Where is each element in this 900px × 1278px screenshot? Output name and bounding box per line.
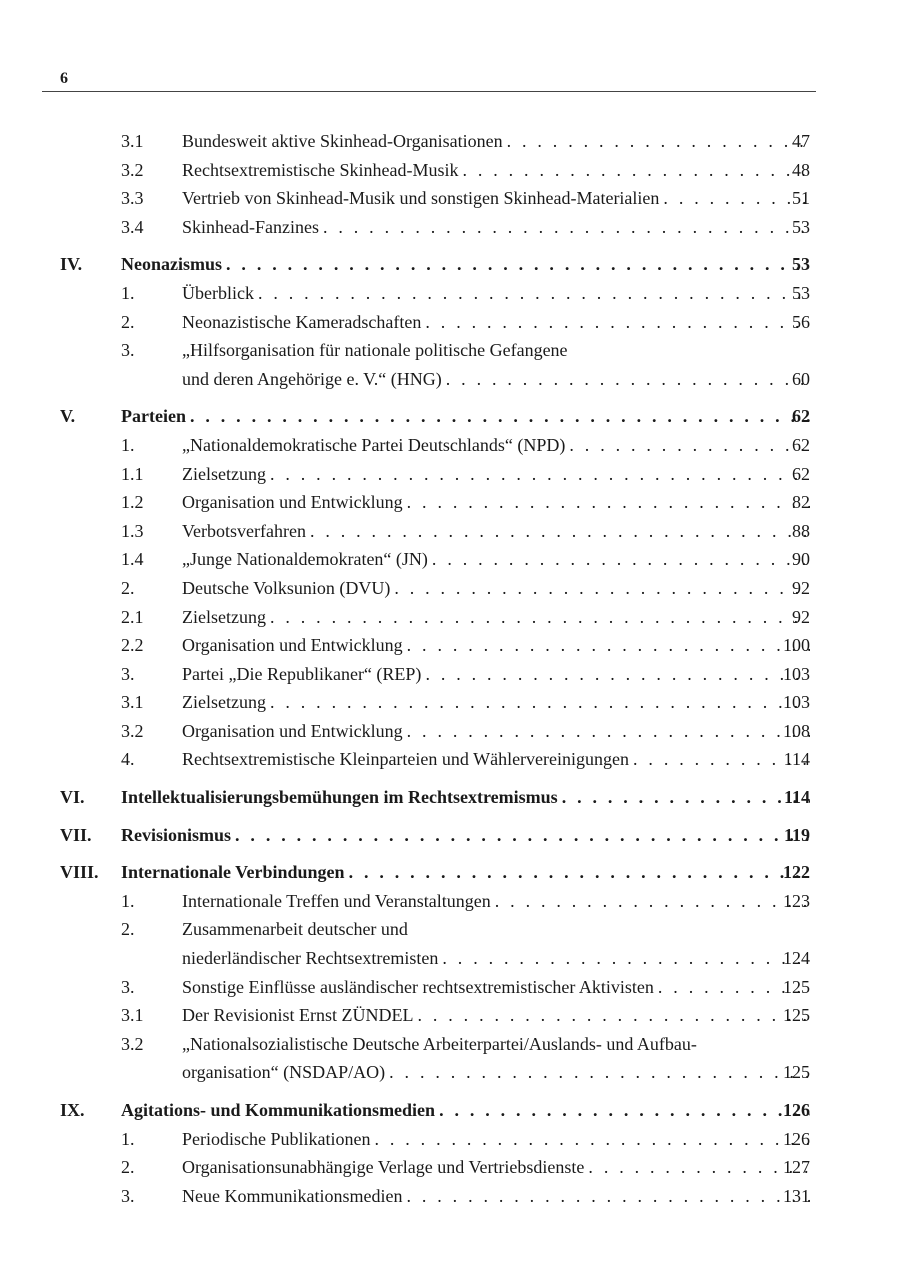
dot-leader: [432, 545, 810, 574]
toc-entry-line[interactable]: [0, 336, 900, 365]
page-reference: 125: [783, 1062, 810, 1083]
entry-number: 3.1: [121, 1005, 144, 1026]
toc-entry[interactable]: [0, 545, 900, 574]
dot-leader: [349, 858, 810, 887]
page-number: 6: [60, 70, 68, 87]
page-reference: 103: [783, 692, 810, 713]
toc-chapter-entry[interactable]: [0, 1096, 900, 1125]
entry-leader-line: [182, 431, 810, 460]
page-reference: 119: [783, 824, 810, 845]
toc-entry[interactable]: [0, 488, 900, 517]
chapter-number: VII.: [60, 824, 92, 845]
toc-chapter-entry[interactable]: [0, 821, 900, 850]
page-reference: 126: [783, 1100, 810, 1120]
dot-leader: [407, 488, 810, 517]
chapter-title: Internationale Verbindungen: [121, 862, 345, 883]
entry-title: Bundesweit aktive Skinhead-Organisationen: [182, 131, 503, 151]
entry-title: „Junge Nationaldemokraten“ (JN): [182, 549, 428, 570]
page-reference: 126: [783, 1128, 810, 1149]
page-reference: 92: [792, 606, 810, 627]
page-reference: 62: [792, 434, 810, 455]
chapter-title: Neonazismus: [121, 254, 223, 275]
toc-entry[interactable]: [0, 717, 900, 746]
table-of-contents: [0, 127, 900, 1219]
dot-leader: [462, 156, 810, 185]
page-reference: 108: [783, 720, 810, 741]
entry-leader-line: [182, 184, 810, 213]
toc-entry[interactable]: [0, 688, 900, 717]
dot-leader: [495, 887, 810, 916]
toc-entry-line[interactable]: [0, 1030, 900, 1059]
entry-title: Skinhead-Fanzines: [182, 216, 319, 237]
dot-leader: [569, 431, 810, 460]
page-reference: 122: [783, 862, 810, 883]
entry-title: Periodische Publikationen: [182, 1128, 371, 1149]
entry-leader-line: [182, 308, 810, 337]
dot-leader: [446, 365, 810, 394]
entry-number: 3.: [121, 663, 135, 684]
entry-leader-line: [182, 944, 810, 973]
entry-leader-line: [182, 660, 810, 689]
page-reference: 114: [783, 749, 810, 770]
dot-leader: [442, 944, 810, 973]
toc-entry[interactable]: [0, 1182, 900, 1211]
entry-leader-line: [182, 1001, 810, 1030]
dot-leader: [507, 127, 810, 156]
page-reference: 47: [792, 131, 810, 151]
entry-number: 4.: [121, 749, 135, 770]
dot-leader: [588, 1153, 810, 1182]
entry-leader-line: [182, 717, 810, 746]
dot-leader: [406, 1182, 810, 1211]
entry-number: 3.2: [121, 720, 144, 741]
entry-title: Rechtsextremistische Skinhead-Musik: [182, 159, 459, 180]
toc-entry[interactable]: [0, 460, 900, 489]
entry-title: Partei „Die Republikaner“ (REP): [182, 663, 422, 684]
chapter-number: IV.: [60, 254, 83, 275]
toc-entry[interactable]: [0, 213, 900, 242]
entry-title: Organisation und Entwicklung: [182, 635, 403, 656]
entry-number: 3.2: [121, 159, 144, 180]
entry-title-line: „Hilfsorganisation für nationale politische Gefangene: [182, 340, 568, 361]
dot-leader: [425, 660, 810, 689]
entry-title: Organisationsunabhängige Verlage und Vertriebsdienste: [182, 1157, 585, 1178]
toc-entry[interactable]: [0, 574, 900, 603]
toc-entry[interactable]: [0, 887, 900, 916]
toc-section: [0, 127, 900, 241]
toc-entry[interactable]: [0, 944, 900, 973]
page-reference: 92: [792, 577, 810, 598]
page-reference: 131: [783, 1185, 810, 1206]
entry-title: Neue Kommunikationsmedien: [182, 1185, 403, 1206]
chapter-title: Agitations- und Kommunikationsmedien: [121, 1100, 436, 1120]
toc-entry[interactable]: [0, 365, 900, 394]
chapter-title: Parteien: [121, 406, 186, 427]
toc-chapter-entry[interactable]: [0, 858, 900, 887]
dot-leader: [407, 631, 810, 660]
toc-entry[interactable]: [0, 279, 900, 308]
dot-leader: [323, 213, 810, 242]
entry-number: 3.: [121, 1185, 135, 1206]
dot-leader: [407, 717, 810, 746]
page-reference: 53: [792, 254, 810, 275]
toc-entry[interactable]: [0, 1001, 900, 1030]
entry-leader-line: [182, 156, 810, 185]
entry-title: organisation“ (NSDAP/AO): [182, 1062, 386, 1083]
chapter-number: VI.: [60, 787, 85, 808]
entry-number: 1.: [121, 1128, 135, 1149]
dot-leader: [235, 821, 810, 850]
entry-leader-line: [182, 1182, 810, 1211]
toc-section: [0, 783, 900, 812]
dot-leader: [270, 603, 810, 632]
entry-number: 2.: [121, 919, 135, 940]
chapter-number: IX.: [60, 1100, 85, 1120]
toc-entry[interactable]: [0, 631, 900, 660]
entry-title: Internationale Treffen und Veranstaltungen: [182, 890, 491, 911]
toc-entry[interactable]: [0, 517, 900, 546]
entry-number: 3.4: [121, 216, 144, 237]
toc-entry[interactable]: [0, 1058, 900, 1087]
chapter-number: VIII.: [60, 862, 99, 883]
entry-title: Zielsetzung: [182, 606, 266, 627]
entry-title: Organisation und Entwicklung: [182, 720, 403, 741]
dot-leader: [226, 250, 810, 279]
entry-title-line: „Nationalsozialistische Deutsche Arbeiterpartei/Auslands- und Aufbau-: [182, 1033, 697, 1054]
toc-entry[interactable]: [0, 973, 900, 1002]
header-rule: [42, 91, 816, 92]
page-reference: 123: [783, 890, 810, 911]
entry-title: Vertrieb von Skinhead-Musik und sonstigen Skinhead-Materialien: [182, 188, 660, 209]
page-reference: 127: [783, 1157, 810, 1178]
dot-leader: [425, 308, 810, 337]
chapter-title: Intellektualisierungsbemühungen im Rechtsextremismus: [121, 787, 558, 808]
toc-chapter-entry[interactable]: [0, 402, 900, 431]
entry-title: Organisation und Entwicklung: [182, 492, 403, 513]
toc-section: [0, 250, 900, 393]
toc-entry[interactable]: [0, 1153, 900, 1182]
toc-section: [0, 1096, 900, 1210]
dot-leader: [562, 783, 810, 812]
entry-title: Zielsetzung: [182, 692, 266, 713]
entry-leader-line: [121, 402, 810, 431]
entry-title: Überblick: [182, 282, 254, 303]
entry-leader-line: [121, 250, 810, 279]
toc-entry[interactable]: [0, 1125, 900, 1154]
dot-leader: [417, 1001, 810, 1030]
entry-title-line: Zusammenarbeit deutscher und: [182, 919, 408, 940]
entry-number: 3.: [121, 976, 135, 997]
entry-title: Deutsche Volksunion (DVU): [182, 577, 391, 598]
entry-title: niederländischer Rechtsextremisten: [182, 948, 439, 969]
entry-leader-line: [121, 783, 810, 812]
toc-section: [0, 821, 900, 850]
entry-title: Sonstige Einflüsse ausländischer rechtsextremistischer Aktivisten: [182, 976, 654, 997]
dot-leader: [190, 402, 810, 431]
entry-number: 3.3: [121, 188, 144, 209]
dot-leader: [270, 688, 810, 717]
page-reference: 82: [792, 492, 810, 513]
entry-number: 3.1: [121, 692, 144, 713]
entry-number: 1.4: [121, 549, 144, 570]
entry-title: „Nationaldemokratische Partei Deutschlands“ (NPD): [182, 434, 566, 455]
entry-leader-line: [182, 631, 810, 660]
chapter-title: Revisionismus: [121, 824, 232, 845]
dot-leader: [394, 574, 810, 603]
entry-leader-line: [182, 1125, 810, 1154]
dot-leader: [310, 517, 810, 546]
toc-entry[interactable]: [0, 660, 900, 689]
entry-leader-line: [182, 574, 810, 603]
entry-leader-line: [121, 821, 810, 850]
entry-leader-line: [182, 460, 810, 489]
entry-leader-line: [182, 213, 810, 242]
entry-number: 1.: [121, 890, 135, 911]
entry-leader-line: [182, 1153, 810, 1182]
entry-number: 2.: [121, 311, 135, 332]
toc-entry[interactable]: [0, 431, 900, 460]
entry-leader-line: [182, 1058, 810, 1087]
page-reference: 60: [792, 368, 810, 389]
toc-entry[interactable]: [0, 127, 900, 156]
entry-leader-line: [182, 688, 810, 717]
dot-leader: [389, 1058, 810, 1087]
dot-leader: [439, 1096, 810, 1125]
entry-number: 2.1: [121, 606, 144, 627]
toc-entry[interactable]: [0, 184, 900, 213]
entry-leader-line: [182, 887, 810, 916]
toc-chapter-entry[interactable]: [0, 783, 900, 812]
entry-number: 1.3: [121, 520, 144, 541]
toc-section: [0, 858, 900, 1087]
dot-leader: [258, 279, 810, 308]
page-reference: 51: [792, 188, 810, 209]
page-reference: 53: [792, 216, 810, 237]
entry-title: Verbotsverfahren: [182, 520, 306, 541]
entry-number: 3.: [121, 340, 135, 361]
entry-number: 3.2: [121, 1033, 144, 1054]
chapter-number: V.: [60, 406, 76, 427]
entry-number: 2.: [121, 1157, 135, 1178]
entry-leader-line: [121, 1096, 810, 1125]
entry-leader-line: [182, 365, 810, 394]
entry-leader-line: [121, 858, 810, 887]
entry-number: 1.1: [121, 463, 144, 484]
page-reference: 125: [783, 976, 810, 997]
page-reference: 56: [792, 311, 810, 332]
toc-chapter-entry[interactable]: [0, 250, 900, 279]
entry-leader-line: [182, 545, 810, 574]
page-reference: 124: [783, 948, 810, 969]
entry-title: Zielsetzung: [182, 463, 266, 484]
entry-title: Rechtsextremistische Kleinparteien und Wählervereinigungen: [182, 749, 630, 770]
page-reference: 103: [783, 663, 810, 684]
page-reference: 48: [792, 159, 810, 180]
entry-leader-line: [182, 745, 810, 774]
entry-leader-line: [182, 517, 810, 546]
toc-entry[interactable]: [0, 603, 900, 632]
entry-leader-line: [182, 488, 810, 517]
toc-entry-line[interactable]: [0, 915, 900, 944]
dot-leader: [270, 460, 810, 489]
entry-title: und deren Angehörige e. V.“ (HNG): [182, 368, 442, 389]
page-reference: 125: [783, 1005, 810, 1026]
entry-leader-line: [182, 279, 810, 308]
toc-section: [0, 402, 900, 774]
entry-leader-line: [182, 603, 810, 632]
entry-number: 1.: [121, 282, 135, 303]
page-reference: 53: [792, 282, 810, 303]
entry-number: 3.1: [121, 131, 144, 151]
entry-number: 1.: [121, 434, 135, 455]
toc-entry[interactable]: [0, 745, 900, 774]
entry-number: 2.2: [121, 635, 144, 656]
entry-title: Der Revisionist Ernst ZÜNDEL: [182, 1005, 414, 1026]
toc-entry[interactable]: [0, 156, 900, 185]
page-reference: 62: [792, 463, 810, 484]
dot-leader: [374, 1125, 810, 1154]
dot-leader: [663, 184, 810, 213]
toc-entry[interactable]: [0, 308, 900, 337]
entry-number: 2.: [121, 577, 135, 598]
page-reference: 88: [792, 520, 810, 541]
entry-number: 1.2: [121, 492, 144, 513]
entry-title: Neonazistische Kameradschaften: [182, 311, 422, 332]
entry-leader-line: [182, 973, 810, 1002]
page-reference: 90: [792, 549, 810, 570]
page-reference: 100: [783, 635, 810, 656]
page-reference: 62: [792, 406, 810, 427]
page-reference: 114: [783, 787, 810, 808]
entry-leader-line: [182, 127, 810, 156]
